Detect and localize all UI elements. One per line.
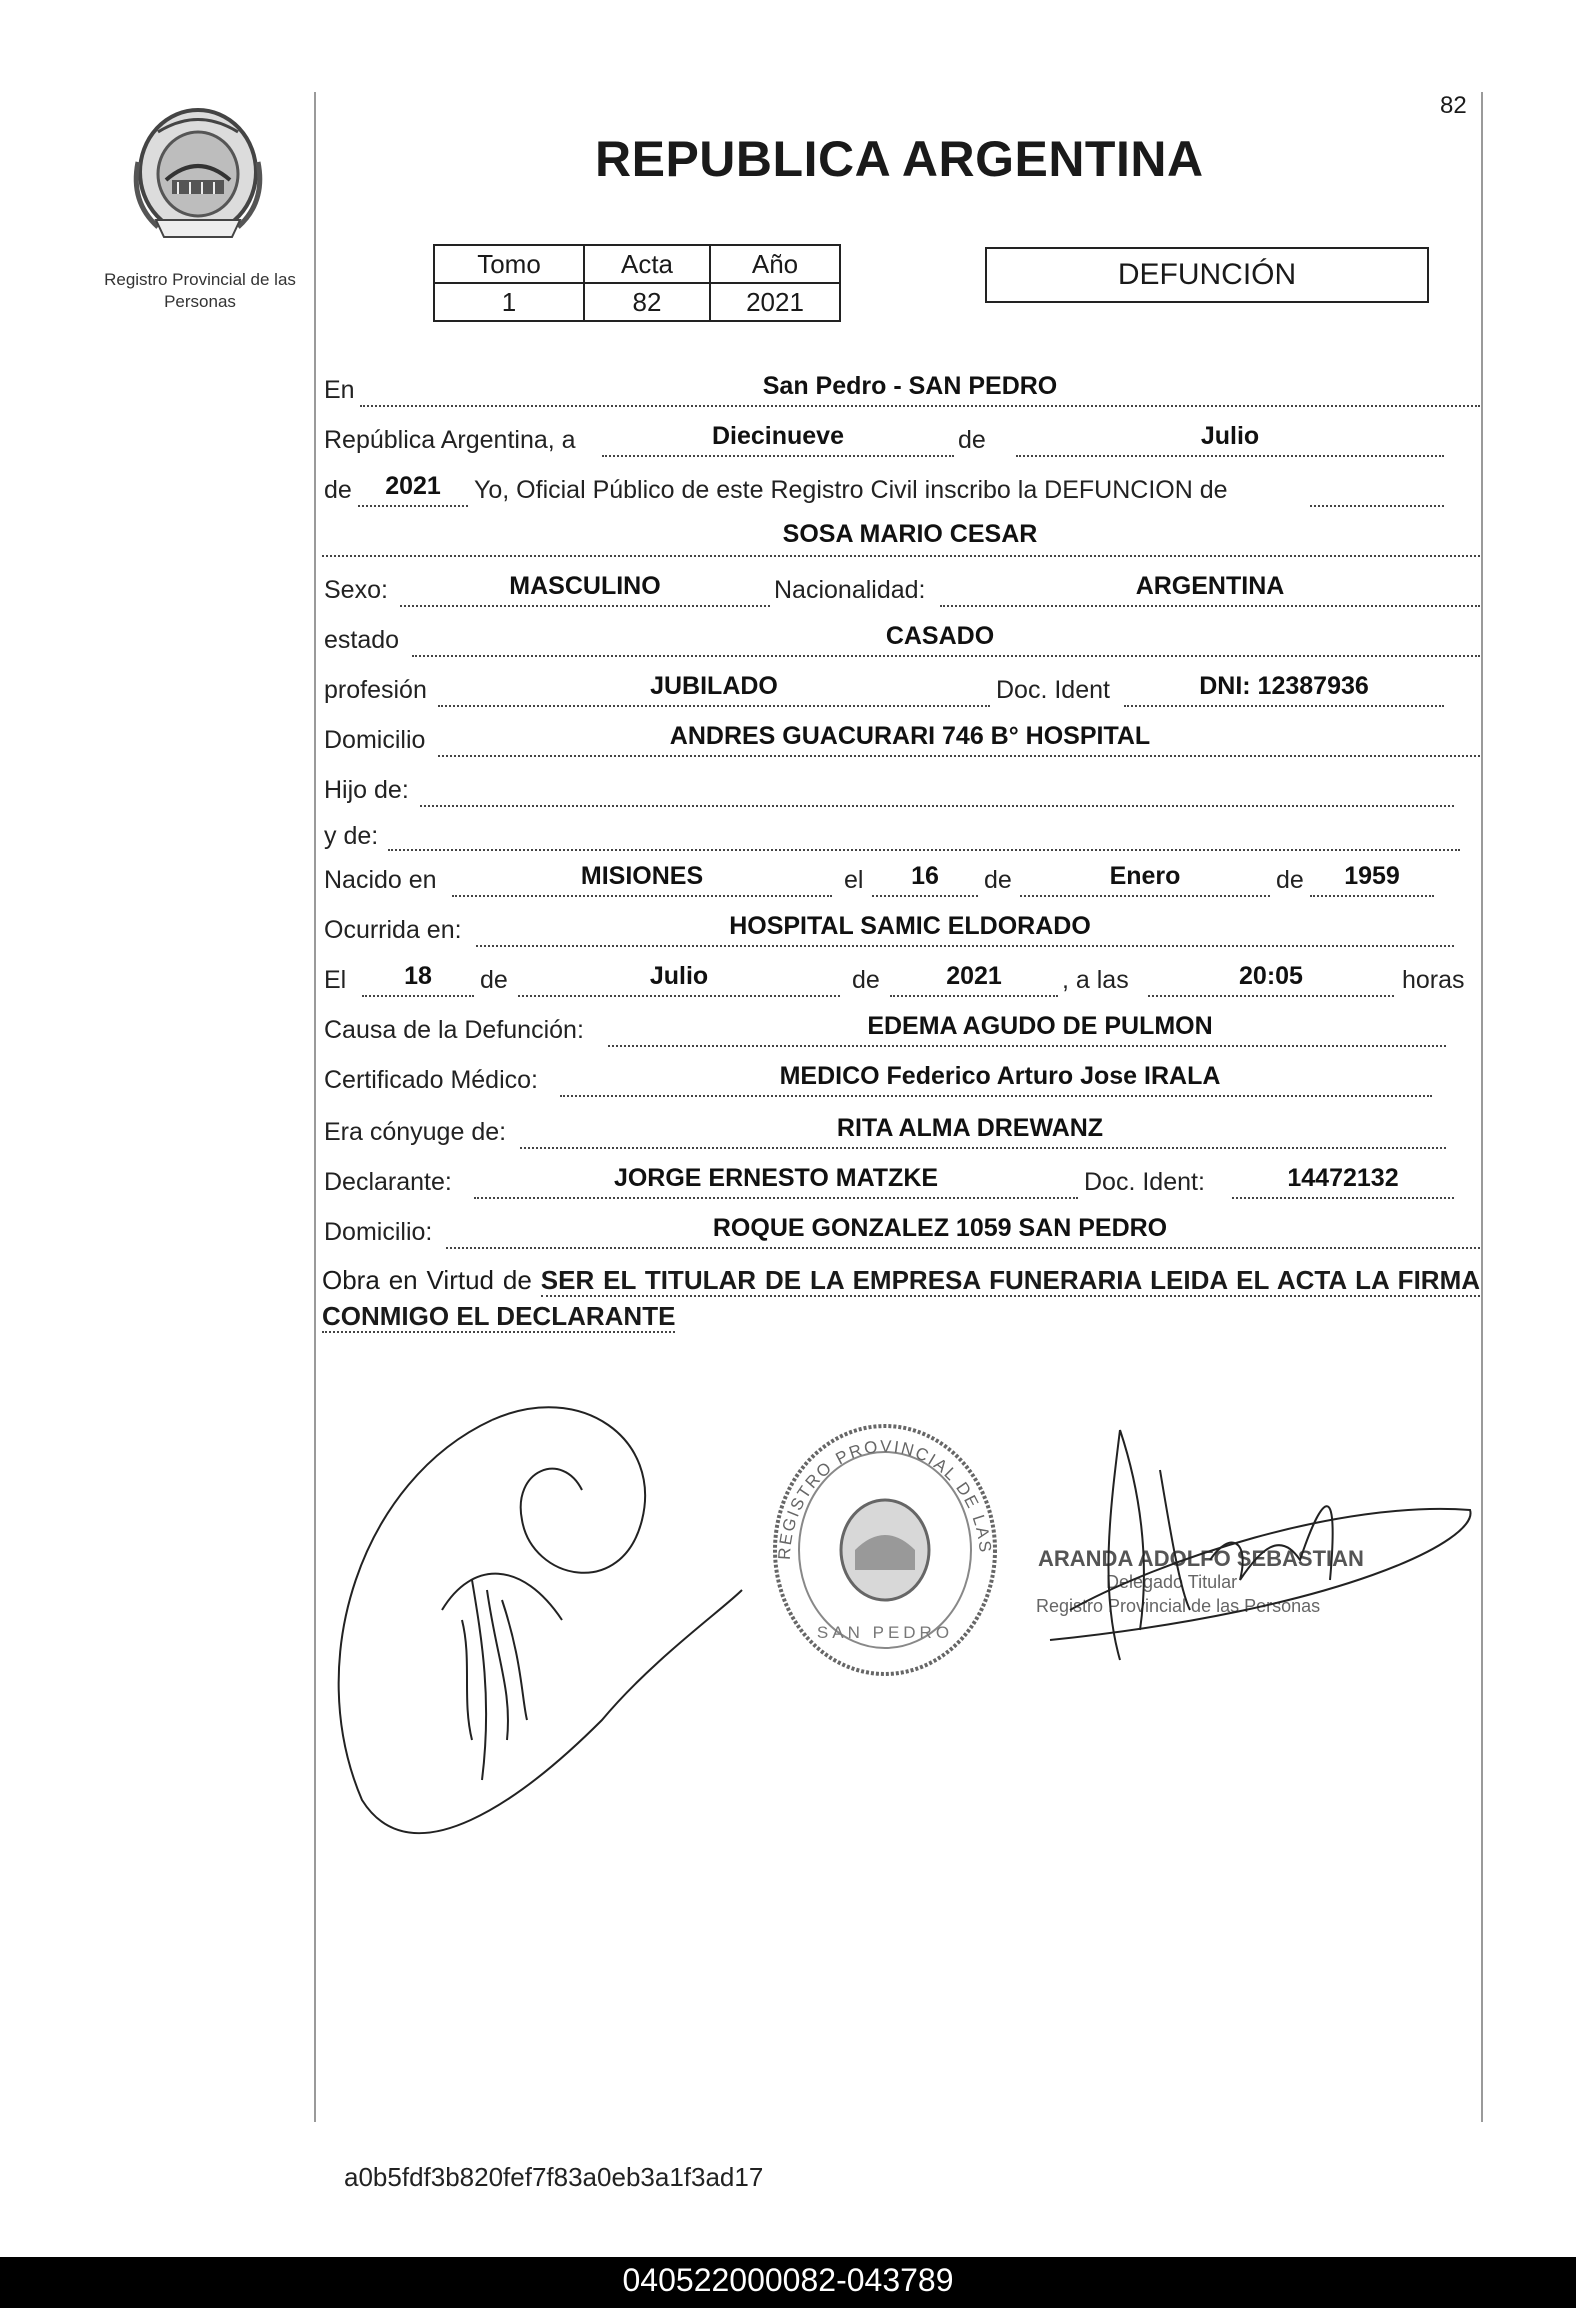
dotted-line [362,995,474,997]
value-mes: Julio [1200,422,1260,450]
obra-en-virtud [322,1262,1480,1334]
value-nac-dia: 16 [911,862,939,890]
left-margin-line [314,92,316,2122]
label-domicilio: Domicilio: [324,1218,433,1246]
ref-value-acta: 82 [584,283,710,321]
dotted-line [420,805,1454,807]
dotted-line [1020,895,1270,897]
label-domicilio: Domicilio [324,726,426,754]
label-y-de: y de: [324,822,379,850]
value-declarante: JORGE ERNESTO MATZKE [613,1164,939,1192]
label-obra: Obra en Virtud de [322,1265,532,1295]
value-profesion: JUBILADO [650,672,778,700]
dotted-line [940,605,1480,607]
label-el: el [844,866,864,894]
ref-header-tomo: Tomo [434,245,584,283]
value-nac-mes: Enero [1109,862,1181,890]
value-nac-anio: 1959 [1344,862,1400,890]
label-de: de [1276,866,1304,894]
ref-value-anio: 2021 [710,283,840,321]
label-republica: República Argentina, a [324,426,576,454]
label-sexo: Sexo: [324,576,388,604]
label-nacionalidad: Nacionalidad: [774,576,926,604]
label-certificado: Certificado Médico: [324,1066,538,1094]
label-declarante: Declarante: [324,1168,452,1196]
label-profesion: profesión [324,676,427,704]
dotted-line [608,1045,1446,1047]
label-nacido: Nacido en [324,866,437,894]
label-ocurrida: Ocurrida en: [324,916,462,944]
officer-signature [1040,1410,1480,1670]
registry-logo [100,102,300,313]
label-doc-ident: Doc. Ident: [1084,1168,1205,1196]
label-estado: estado [324,626,400,654]
dotted-line [446,1247,1480,1249]
reference-table [433,244,841,322]
label-causa: Causa de la Defunción: [324,1016,584,1044]
dotted-line [890,995,1058,997]
dotted-line [518,995,840,997]
ref-value-tomo: 1 [434,283,584,321]
dotted-line [520,1147,1446,1149]
ref-header-acta: Acta [584,245,710,283]
dotted-line [474,1197,1078,1199]
stamp-ring-text: REGISTRO PROVINCIAL DE LAS PERSONAS [762,1405,996,1562]
label-de: de [958,426,986,454]
declarant-signature [322,1360,742,1860]
value-nombre: SOSA MARIO CESAR [782,520,1038,548]
dotted-line [388,849,1460,851]
ref-header-anio: Año [710,245,840,283]
dotted-line [1124,705,1444,707]
value-lugar: San Pedro - SAN PEDRO [762,372,1058,400]
registry-caption: Registro Provincial de las Personas [104,270,296,311]
dotted-line [412,655,1480,657]
label-de: de [480,966,508,994]
value-ocurrida: HOSPITAL SAMIC ELDORADO [729,912,1091,940]
value-def-anio: 2021 [946,962,1002,990]
dotted-line [602,455,954,457]
dotted-line [360,405,1480,407]
dotted-line [1310,895,1434,897]
value-sexo: MASCULINO [509,572,661,600]
officer-role: Delegado Titular [1106,1572,1238,1592]
official-stamp [762,1405,1000,1680]
value-nacido: MISIONES [580,862,704,890]
label-de: de [852,966,880,994]
label-a-las: , a las [1062,966,1129,994]
value-doc-ident-declarante: 14472132 [1287,1164,1399,1192]
dotted-line [1310,505,1444,507]
dotted-line [560,1095,1432,1097]
value-def-dia: 18 [404,962,432,990]
value-conyuge: RITA ALMA DREWANZ [836,1114,1104,1142]
dotted-line [438,755,1480,757]
officer-name: ARANDA ADOLFO SEBASTIAN [1038,1546,1364,1571]
dotted-line [438,705,990,707]
right-margin-line [1481,92,1483,2122]
stamp-center-text: SAN PEDRO [816,1623,954,1642]
dotted-line [452,895,832,897]
page-number: 82 [1440,92,1467,119]
label-en: En [324,376,355,404]
label-conyuge: Era cónyuge de: [324,1118,507,1146]
officer-office: Registro Provincial de las Personas [1036,1596,1321,1616]
value-nacionalidad: ARGENTINA [1135,572,1285,600]
dotted-line [400,605,770,607]
label-el: El [324,966,347,994]
label-hijo: Hijo de: [324,776,409,804]
dotted-line [1232,1197,1454,1199]
label-yo: Yo, Oficial Público de este Registro Civil inscribo la DEFUNCION de [474,476,1228,504]
dotted-line [1148,995,1394,997]
province-seal-icon [128,102,268,252]
value-estado: CASADO [885,622,995,650]
value-hora: 20:05 [1239,962,1303,990]
value-obra: SER EL TITULAR DE LA EMPRESA FUNERARIA LEIDA EL ACTA LA FIRMA CONMIGO EL DECLARANTE [322,1265,1481,1331]
value-domicilio: ANDRES GUACURARI 746 B° HOSPITAL [669,722,1151,750]
value-causa: EDEMA AGUDO DE PULMON [867,1012,1213,1040]
document-hash: a0b5fdf3b820fef7f83a0eb3a1f3ad17 [344,2162,764,2192]
value-def-mes: Julio [649,962,709,990]
dotted-line [872,895,978,897]
dotted-line [476,945,1454,947]
value-doc-ident: DNI: 12387936 [1199,672,1369,700]
label-de: de [984,866,1012,894]
label-de: de [324,476,352,504]
dotted-line [1016,455,1444,457]
value-certificado: MEDICO Federico Arturo Jose IRALA [779,1062,1221,1090]
footer-code: 040522000082-043789 [622,2262,954,2298]
dotted-line [358,505,468,507]
value-anio: 2021 [385,472,441,500]
label-horas: horas [1402,966,1465,994]
value-dia: Diecinueve [711,422,844,450]
dotted-line [322,555,1480,557]
value-domicilio-declarante: ROQUE GONZALEZ 1059 SAN PEDRO [712,1214,1168,1242]
label-doc-ident: Doc. Ident [996,676,1110,704]
document-type-box: DEFUNCIÓN [985,247,1429,303]
page-title: REPUBLICA ARGENTINA [595,131,1204,187]
